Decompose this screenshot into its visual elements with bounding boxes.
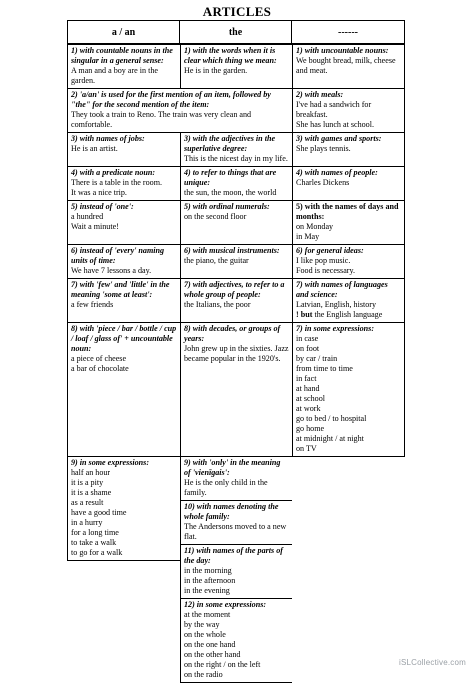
example-text: Charles Dickens bbox=[296, 178, 350, 187]
example-text: it is a shame bbox=[71, 488, 112, 497]
table-header bbox=[67, 20, 405, 44]
example-text: I like pop music. bbox=[296, 256, 351, 265]
rule-cell bbox=[292, 322, 405, 457]
rule-text: 12) in some expressions: bbox=[184, 600, 267, 609]
rule-cell bbox=[67, 200, 180, 245]
example-text: We bought bread, milk, cheese and meat. bbox=[296, 56, 396, 75]
example-text: on the one hand bbox=[184, 640, 236, 649]
rule-text: 5) with the names of days and months: bbox=[296, 202, 399, 221]
rule-text: 4) to refer to things that are unique: bbox=[184, 168, 277, 187]
example-text: at midnight / at night bbox=[296, 434, 364, 443]
header-the: the bbox=[180, 21, 292, 43]
example-text: go home bbox=[296, 424, 325, 433]
rule-cell bbox=[180, 456, 292, 501]
example-text: It was a nice trip. bbox=[71, 188, 127, 197]
example-text: on the other hand bbox=[184, 650, 241, 659]
rule-text: 2) with meals: bbox=[296, 90, 344, 99]
rule-text: 3) with names of jobs: bbox=[71, 134, 145, 143]
page-title: ARTICLES bbox=[202, 4, 272, 19]
example-text: I've had a sandwich for breakfast. bbox=[296, 100, 372, 119]
example-text: the sun, the moon, the world bbox=[184, 188, 277, 197]
rule-text: 9) with 'only' in the meaning of 'vienīgais': bbox=[184, 458, 281, 477]
table-row bbox=[67, 88, 405, 132]
example-text: it is a pity bbox=[71, 478, 104, 487]
example-text: in May bbox=[296, 232, 320, 241]
example-text: on the right / on the left bbox=[184, 660, 261, 669]
table-rows-rest bbox=[67, 132, 405, 682]
example-text: on Monday bbox=[296, 222, 334, 231]
rule-text: 7) with 'few' and 'little' in the meaning 'some at least': bbox=[71, 280, 170, 299]
rule-cell bbox=[180, 44, 292, 89]
rule-text: 11) with names of the parts of the day: bbox=[184, 546, 283, 565]
articles-table bbox=[67, 20, 405, 682]
example-text: from time to time bbox=[296, 364, 353, 373]
example-text: on the whole bbox=[184, 630, 226, 639]
example-text: a bar of chocolate bbox=[71, 364, 129, 373]
rule-text: 6) instead of 'every' naming units of time: bbox=[71, 246, 165, 265]
rule-cell bbox=[180, 200, 292, 245]
rule-cell bbox=[67, 166, 180, 201]
example-text: as a result bbox=[71, 498, 104, 507]
rule-cell bbox=[67, 456, 180, 561]
example-text: to take a walk bbox=[71, 538, 117, 547]
rule-cell bbox=[67, 132, 180, 167]
rule-text: 1) with countable nouns in the singular in a general sense: bbox=[71, 46, 173, 65]
rule-text: 10) with names denoting the whole family: bbox=[184, 502, 279, 521]
rule-text: 8) with 'piece / bar / bottle / cup / loaf / glass of' + uncountable noun: bbox=[71, 324, 177, 353]
rule-cell bbox=[292, 166, 405, 201]
example-text: at the moment bbox=[184, 610, 231, 619]
rule-text: 7) with names of languages and science: bbox=[296, 280, 388, 299]
example-text: There is a table in the room. bbox=[71, 178, 163, 187]
example-text: Latvian, English, history bbox=[296, 300, 377, 309]
example-text: John grew up in the sixties. Jazz became popular in the 1920's. bbox=[184, 344, 289, 363]
rule-text: 1) with uncountable nouns: bbox=[296, 46, 389, 55]
rule-cell bbox=[67, 278, 180, 323]
example-note: ! but the English language bbox=[296, 310, 383, 319]
example-text: by car / train bbox=[296, 354, 338, 363]
example-text: on the second floor bbox=[184, 212, 247, 221]
example-text: She has lunch at school. bbox=[296, 120, 375, 129]
rule-text: 3) with the adjectives in the superlative degree: bbox=[184, 134, 276, 153]
rule-text: 5) instead of 'one': bbox=[71, 202, 134, 211]
example-text: They took a train to Reno. The train was very clean and comfortable. bbox=[71, 110, 252, 129]
rule-text: 9) in some expressions: bbox=[71, 458, 150, 467]
rule-text: 4) with a predicate noun: bbox=[71, 168, 156, 177]
example-text: A man and a boy are in the garden. bbox=[71, 66, 158, 85]
example-text: We have 7 lessons a day. bbox=[71, 266, 152, 275]
example-text: in fact bbox=[296, 374, 317, 383]
rule-cell bbox=[67, 88, 292, 133]
table-row bbox=[67, 44, 405, 88]
example-text: He is in the garden. bbox=[184, 66, 248, 75]
rule-cell bbox=[292, 278, 405, 323]
rule-text: 4) with names of people: bbox=[296, 168, 378, 177]
example-text: in a hurry bbox=[71, 518, 103, 527]
rule-text: 8) with decades, or groups of years: bbox=[184, 324, 281, 343]
header-a-an: a / an bbox=[67, 21, 180, 43]
rule-text: 6) for general ideas: bbox=[296, 246, 364, 255]
rule-cell bbox=[67, 44, 180, 89]
example-text: at work bbox=[296, 404, 321, 413]
example-text: go to bed / to hospital bbox=[296, 414, 367, 423]
example-text: half an hour bbox=[71, 468, 111, 477]
rule-cell bbox=[180, 322, 292, 457]
rule-text: 5) with ordinal numerals: bbox=[184, 202, 270, 211]
example-text: for a long time bbox=[71, 528, 119, 537]
example-text: at school bbox=[296, 394, 325, 403]
rule-cell bbox=[180, 278, 292, 323]
rule-cell bbox=[180, 166, 292, 201]
example-text: This is the nicest day in my life. bbox=[184, 154, 288, 163]
rule-cell bbox=[180, 132, 292, 167]
rule-text: 7) in some expressions: bbox=[296, 324, 375, 333]
example-text: on TV bbox=[296, 444, 317, 453]
example-text: at hand bbox=[296, 384, 320, 393]
example-text: by the way bbox=[184, 620, 220, 629]
example-text: to go for a walk bbox=[71, 548, 123, 557]
example-text: a hundred bbox=[71, 212, 104, 221]
rule-text: 6) with musical instruments: bbox=[184, 246, 280, 255]
example-text: the piano, the guitar bbox=[184, 256, 249, 265]
example-text: He is the only child in the family. bbox=[184, 478, 268, 497]
rule-cell bbox=[292, 88, 405, 133]
example-text: on foot bbox=[296, 344, 320, 353]
rule-cell bbox=[67, 244, 180, 279]
example-text: the Italians, the poor bbox=[184, 300, 251, 309]
rule-cell bbox=[292, 244, 405, 279]
example-text: a piece of cheese bbox=[71, 354, 127, 363]
example-text: He is an artist. bbox=[71, 144, 118, 153]
rule-cell bbox=[180, 544, 292, 599]
rule-cell bbox=[292, 132, 405, 167]
example-text: in the evening bbox=[184, 586, 230, 595]
rule-text: 1) with the words when it is clear which thing we mean: bbox=[184, 46, 277, 65]
rule-text: 3) with games and sports: bbox=[296, 134, 382, 143]
rule-text: 7) with adjectives, to refer to a whole group of people: bbox=[184, 280, 285, 299]
example-text: a few friends bbox=[71, 300, 114, 309]
example-text: Food is necessary. bbox=[296, 266, 356, 275]
watermark: iSLCollective.com bbox=[399, 658, 466, 667]
example-text: on the radio bbox=[184, 670, 223, 679]
example-text: She plays tennis. bbox=[296, 144, 351, 153]
rule-cell bbox=[180, 598, 292, 683]
rule-cell bbox=[67, 322, 180, 457]
example-text: in case bbox=[296, 334, 319, 343]
example-text: in the morning bbox=[184, 566, 232, 575]
rule-cell bbox=[292, 200, 405, 245]
example-text: Wait a minute! bbox=[71, 222, 119, 231]
example-text: The Andersons moved to a new flat. bbox=[184, 522, 287, 541]
rule-cell bbox=[180, 500, 292, 545]
rule-cell bbox=[180, 244, 292, 279]
rule-cell bbox=[292, 44, 405, 89]
header-zero-article: ------ bbox=[292, 21, 405, 43]
rule-text: 2) 'a/an' is used for the first mention of an item, followed by "the" for the second mention of the item: bbox=[71, 90, 271, 109]
example-text: in the afternoon bbox=[184, 576, 236, 585]
table-body bbox=[67, 44, 405, 682]
example-text: have a good time bbox=[71, 508, 127, 517]
